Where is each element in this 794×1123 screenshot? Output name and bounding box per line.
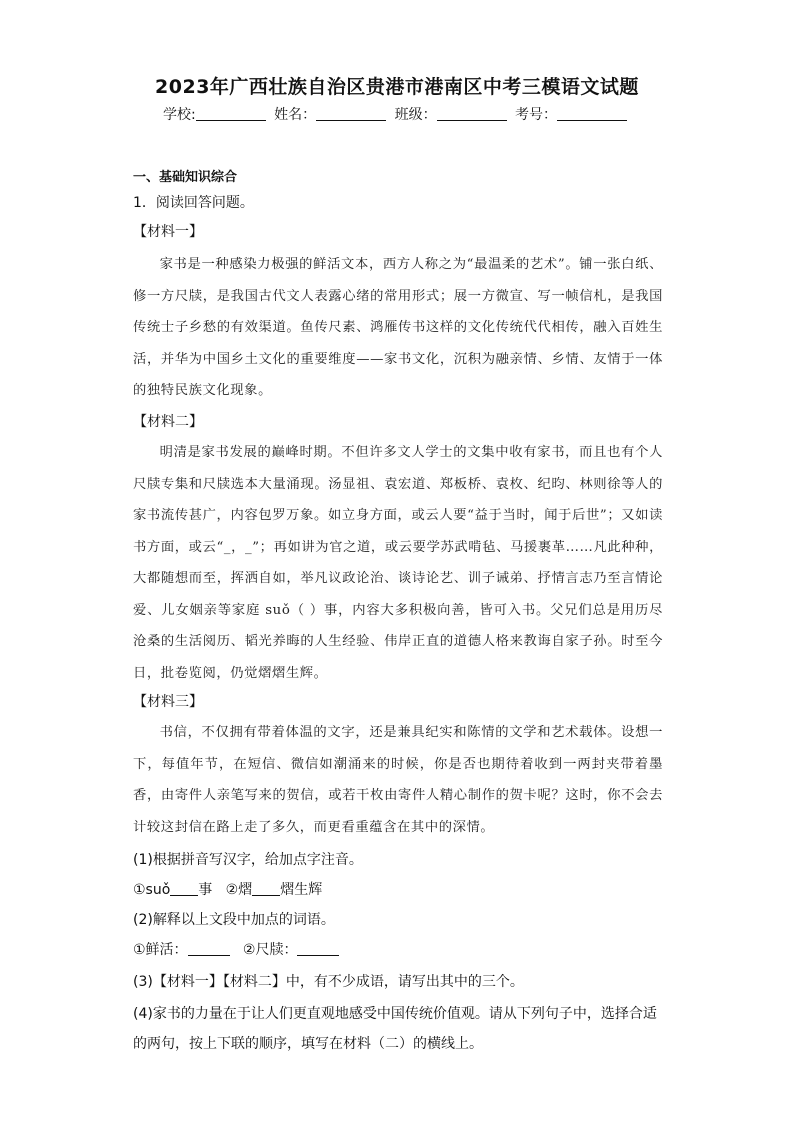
exam-number-blank[interactable] [557,107,627,121]
q2-item-a-label: ①鲜活： [133,942,188,958]
student-info-row [0,104,794,124]
q2-item-b-blank[interactable] [297,941,339,956]
school-blank[interactable] [196,107,266,121]
question-2-items [133,935,663,965]
name-label: 姓名： [274,107,317,123]
material-3-paragraph: 书信，不仅拥有带着体温的文字，还是兼具纪实和陈情的文学和艺术载体。设想一下，每值年节，在短信、微信如潮涌来的时候，你是否也期待着收到一两封夹带着墨香，由寄件人亲笔写来的贺信，或若干枚由寄件人精心制作的贺卡呢？这时，你不会去计较这封信在路上走了多久，而更看重蕴含在其中的深情。 [133,725,663,835]
question-1: (1)根据拼音写汉字，给加点字注音。 [133,852,363,868]
name-blank[interactable] [316,107,386,121]
material-1-label: 【材料一】 [133,224,203,240]
exam-number-label: 考号： [515,107,558,123]
q1-item-b-blank[interactable] [252,881,280,896]
q1-item-b-suffix: 熠生辉 [280,882,323,898]
q1-item-a-suffix: 事 [198,882,213,898]
material-2-label: 【材料二】 [133,414,203,430]
class-label: 班级： [394,107,437,123]
q1-item-a-blank[interactable] [170,881,198,896]
q2-item-a-blank[interactable] [188,941,230,956]
question-intro: 1．阅读回答问题。 [133,195,254,211]
q1-item-b-prefix: ②熠 [225,882,253,898]
exam-title: 2023年广西壮族自治区贵港市港南区中考三模语文试题 [155,76,639,98]
material-2-text [133,437,663,689]
material-1-paragraph: 家书是一种感染力极强的鲜活文本，西方人称之为“最温柔的艺术”。铺一张白纸、修一方尺牍，是我国古代文人表露心绪的常用形式；展一方微宣、写一帧信札，是我国传统士子乡愁的有效渠道。鱼传尺素、鸿雁传书这样的文化传统代代相传，融入百姓生活，并华为中国乡土文化的重要维度——家书文化，沉积为融亲情、乡情、友情于一体的独特民族文化现象。 [133,257,663,398]
q2-item-b-label: ②尺牍： [242,942,298,958]
q1-item-a-prefix: ①suǒ [133,882,171,898]
material-3-label: 【材料三】 [133,694,203,710]
school-label: 学校: [162,107,196,123]
section-heading: 一、基础知识综合 [133,170,238,185]
material-3-text [133,717,663,843]
question-4: (4)家书的力量在于让人们更直观地感受中国传统价值观。请从下列句子中，选择合适的两句，按上下联的顺序，填写在材料（二）的横线上。 [133,1006,657,1052]
question-1-items [133,875,663,905]
material-2-paragraph: 明清是家书发展的巅峰时期。不但许多文人学士的文集中收有家书，而且也有个人尺牍专集和尺牍选本大量涌现。汤显祖、袁宏道、郑板桥、袁枚、纪昀、林则徐等人的家书流传甚广，内容包罗万象。如立身方面，或云人要“益于当时，闻于后世”；又如读书方面，或云“_，_”；再如讲为官之道，或云要学苏武啃毡、马援裹革……凡此种种，大都随想而至，挥洒自如，举凡议政论治、谈诗论艺、训子诫弟、抒情言志乃至言情论爱、儿女姻亲等家庭 suǒ（ ）事，内容大多积极向善，皆可入书。父兄们总是用历尽沧桑的生活阅历、韬光养晦的人生经验、伟岸正直的道德人格来教诲自家子孙。时至今日，批卷览阅，仍觉熠熠生辉。 [133,445,663,681]
material-1-text [133,249,663,407]
question-2: (2)解释以上文段中加点的词语。 [133,912,335,928]
class-blank[interactable] [437,107,507,121]
question-3: (3)【材料一】【材料二】中，有不少成语，请写出其中的三个。 [133,974,524,990]
